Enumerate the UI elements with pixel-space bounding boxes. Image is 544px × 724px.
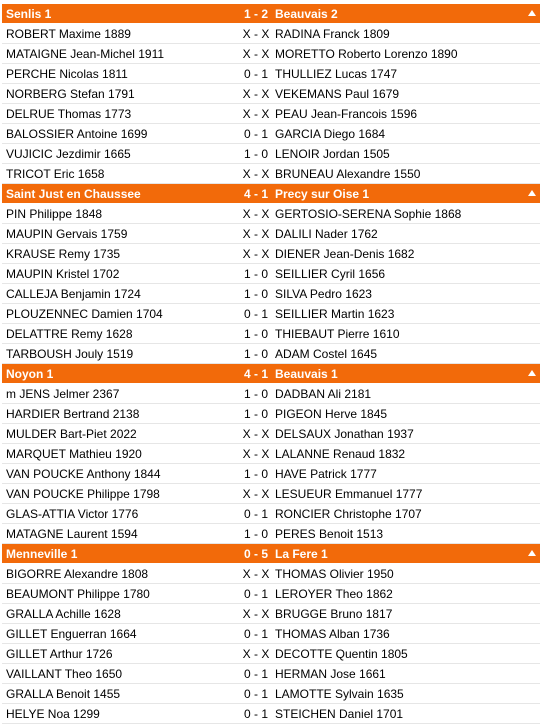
- game-row: [2, 644, 540, 664]
- match-score: 4 - 1: [243, 367, 268, 381]
- game-row: [2, 444, 540, 464]
- home-player: ROBERT Maxime 1889: [6, 27, 131, 41]
- away-player: RADINA Franck 1809: [275, 27, 390, 41]
- away-player: STEICHEN Daniel 1701: [275, 707, 404, 721]
- game-result: X - X: [242, 87, 270, 101]
- away-player: THULLIEZ Lucas 1747: [275, 67, 398, 81]
- home-player: PERCHE Nicolas 1811: [6, 67, 128, 81]
- game-row: [2, 324, 540, 344]
- away-player: THIEBAUT Pierre 1610: [275, 327, 400, 341]
- away-team-name: Beauvais 1: [275, 367, 338, 381]
- home-player: VAN POUCKE Anthony 1844: [6, 467, 161, 481]
- game-row: [2, 704, 540, 724]
- game-result: 0 - 1: [243, 587, 268, 601]
- game-result: 1 - 0: [243, 407, 268, 421]
- away-player: PEAU Jean-Francois 1596: [275, 107, 418, 121]
- away-player: RONCIER Christophe 1707: [275, 507, 422, 521]
- match-header[interactable]: [2, 184, 540, 204]
- game-result: X - X: [242, 167, 270, 181]
- game-result: 1 - 0: [243, 387, 268, 401]
- home-player: GRALLA Achille 1628: [6, 607, 121, 621]
- home-player: MAUPIN Gervais 1759: [6, 227, 128, 241]
- away-player: PIGEON Herve 1845: [275, 407, 388, 421]
- match-header[interactable]: [2, 544, 540, 564]
- game-result: X - X: [242, 247, 270, 261]
- away-team-name: Beauvais 2: [275, 7, 338, 21]
- away-player: LEROYER Theo 1862: [275, 587, 393, 601]
- game-row: [2, 684, 540, 704]
- away-player: PERES Benoit 1513: [275, 527, 384, 541]
- game-result: X - X: [242, 427, 270, 441]
- home-player: GLAS-ATTIA Victor 1776: [6, 507, 139, 521]
- away-player: THOMAS Alban 1736: [275, 627, 390, 641]
- game-row: [2, 84, 540, 104]
- game-row: [2, 564, 540, 584]
- game-row: [2, 464, 540, 484]
- game-result: X - X: [242, 447, 270, 461]
- game-result: X - X: [242, 107, 270, 121]
- home-team-name: Senlis 1: [6, 7, 52, 21]
- home-player: CALLEJA Benjamin 1724: [6, 287, 141, 301]
- away-player: MORETTO Roberto Lorenzo 1890: [275, 47, 458, 61]
- game-row: [2, 124, 540, 144]
- home-player: MAUPIN Kristel 1702: [6, 267, 120, 281]
- game-row: [2, 64, 540, 84]
- game-result: 0 - 1: [243, 707, 268, 721]
- game-row: [2, 384, 540, 404]
- away-player: HAVE Patrick 1777: [275, 467, 377, 481]
- away-player: BRUNEAU Alexandre 1550: [275, 167, 421, 181]
- game-row: [2, 344, 540, 364]
- home-team-name: Noyon 1: [6, 367, 54, 381]
- away-player: DALILI Nader 1762: [275, 227, 378, 241]
- away-player: GARCIA Diego 1684: [275, 127, 386, 141]
- away-player: THOMAS Olivier 1950: [275, 567, 394, 581]
- game-result: 0 - 1: [243, 687, 268, 701]
- game-result: X - X: [242, 47, 270, 61]
- game-result: 1 - 0: [243, 527, 268, 541]
- game-row: [2, 264, 540, 284]
- away-player: SILVA Pedro 1623: [275, 287, 372, 301]
- home-player: DELRUE Thomas 1773: [6, 107, 132, 121]
- home-team-name: Saint Just en Chaussee: [6, 187, 141, 201]
- game-row: [2, 404, 540, 424]
- game-row: [2, 44, 540, 64]
- home-player: MATAGNE Laurent 1594: [6, 527, 138, 541]
- game-result: 1 - 0: [243, 347, 268, 361]
- game-result: 1 - 0: [243, 327, 268, 341]
- away-player: GERTOSIO-SERENA Sophie 1868: [275, 207, 462, 221]
- game-result: 1 - 0: [243, 467, 268, 481]
- game-row: [2, 164, 540, 184]
- game-row: [2, 244, 540, 264]
- game-row: [2, 604, 540, 624]
- game-result: 0 - 1: [243, 507, 268, 521]
- game-result: X - X: [242, 487, 270, 501]
- home-player: HELYE Noa 1299: [6, 707, 100, 721]
- game-row: [2, 204, 540, 224]
- away-player: HERMAN Jose 1661: [275, 667, 386, 681]
- home-player: BIGORRE Alexandre 1808: [6, 567, 149, 581]
- game-row: [2, 624, 540, 644]
- home-player: DELATTRE Remy 1628: [6, 327, 133, 341]
- game-result: X - X: [242, 607, 270, 621]
- game-result: X - X: [242, 227, 270, 241]
- game-row: [2, 24, 540, 44]
- away-player: SEILLIER Martin 1623: [275, 307, 395, 321]
- collapse-triangle-icon[interactable]: [528, 10, 536, 16]
- match-score: 4 - 1: [243, 187, 268, 201]
- game-row: [2, 144, 540, 164]
- collapse-triangle-icon[interactable]: [528, 550, 536, 556]
- home-player: NORBERG Stefan 1791: [6, 87, 135, 101]
- home-player: PIN Philippe 1848: [6, 207, 103, 221]
- home-player: VAN POUCKE Philippe 1798: [6, 487, 160, 501]
- away-player: DECOTTE Quentin 1805: [275, 647, 408, 661]
- game-result: 0 - 1: [243, 307, 268, 321]
- away-team-name: Precy sur Oise 1: [275, 187, 370, 201]
- game-result: X - X: [242, 207, 270, 221]
- match-score: 0 - 5: [243, 547, 268, 561]
- away-team-name: La Fere 1: [275, 547, 328, 561]
- home-player: TRICOT Eric 1658: [6, 167, 105, 181]
- home-player: MATAIGNE Jean-Michel 1911: [6, 47, 165, 61]
- away-player: DADBAN Ali 2181: [275, 387, 372, 401]
- game-result: 0 - 1: [243, 127, 268, 141]
- game-row: [2, 524, 540, 544]
- game-row: [2, 664, 540, 684]
- away-player: LALANNE Renaud 1832: [275, 447, 406, 461]
- away-player: DIENER Jean-Denis 1682: [275, 247, 415, 261]
- home-player: m JENS Jelmer 2367: [6, 387, 120, 401]
- game-row: [2, 224, 540, 244]
- away-player: BRUGGE Bruno 1817: [275, 607, 393, 621]
- home-player: VAILLANT Theo 1650: [6, 667, 123, 681]
- away-player: LESUEUR Emmanuel 1777: [275, 487, 423, 501]
- home-player: TARBOUSH Jouly 1519: [6, 347, 134, 361]
- home-player: GILLET Enguerran 1664: [6, 627, 137, 641]
- home-player: VUJICIC Jezdimir 1665: [6, 147, 131, 161]
- game-result: 0 - 1: [243, 67, 268, 81]
- match-header[interactable]: [2, 4, 540, 24]
- away-player: DELSAUX Jonathan 1937: [275, 427, 414, 441]
- game-result: 0 - 1: [243, 667, 268, 681]
- game-result: X - X: [242, 27, 270, 41]
- game-row: [2, 284, 540, 304]
- home-team-name: Menneville 1: [6, 547, 78, 561]
- game-result: X - X: [242, 647, 270, 661]
- home-player: MULDER Bart-Piet 2022: [6, 427, 137, 441]
- home-player: PLOUZENNEC Damien 1704: [6, 307, 163, 321]
- away-player: LENOIR Jordan 1505: [275, 147, 390, 161]
- match-score: 1 - 2: [243, 7, 268, 21]
- game-result: X - X: [242, 567, 270, 581]
- away-player: SEILLIER Cyril 1656: [275, 267, 386, 281]
- collapse-triangle-icon[interactable]: [528, 190, 536, 196]
- away-player: ADAM Costel 1645: [275, 347, 378, 361]
- game-row: [2, 104, 540, 124]
- home-player: MARQUET Mathieu 1920: [6, 447, 142, 461]
- home-player: BEAUMONT Philippe 1780: [6, 587, 150, 601]
- game-result: 1 - 0: [243, 287, 268, 301]
- game-result: 0 - 1: [243, 627, 268, 641]
- match-header[interactable]: [2, 364, 540, 384]
- home-player: GRALLA Benoit 1455: [6, 687, 121, 701]
- home-player: KRAUSE Remy 1735: [6, 247, 121, 261]
- away-player: LAMOTTE Sylvain 1635: [275, 687, 404, 701]
- away-player: VEKEMANS Paul 1679: [275, 87, 400, 101]
- collapse-triangle-icon[interactable]: [528, 370, 536, 376]
- home-player: HARDIER Bertrand 2138: [6, 407, 140, 421]
- game-row: [2, 484, 540, 504]
- game-result: 1 - 0: [243, 267, 268, 281]
- game-row: [2, 584, 540, 604]
- home-player: GILLET Arthur 1726: [6, 647, 113, 661]
- game-row: [2, 304, 540, 324]
- home-player: BALOSSIER Antoine 1699: [6, 127, 148, 141]
- game-row: [2, 424, 540, 444]
- game-result: 1 - 0: [243, 147, 268, 161]
- game-row: [2, 504, 540, 524]
